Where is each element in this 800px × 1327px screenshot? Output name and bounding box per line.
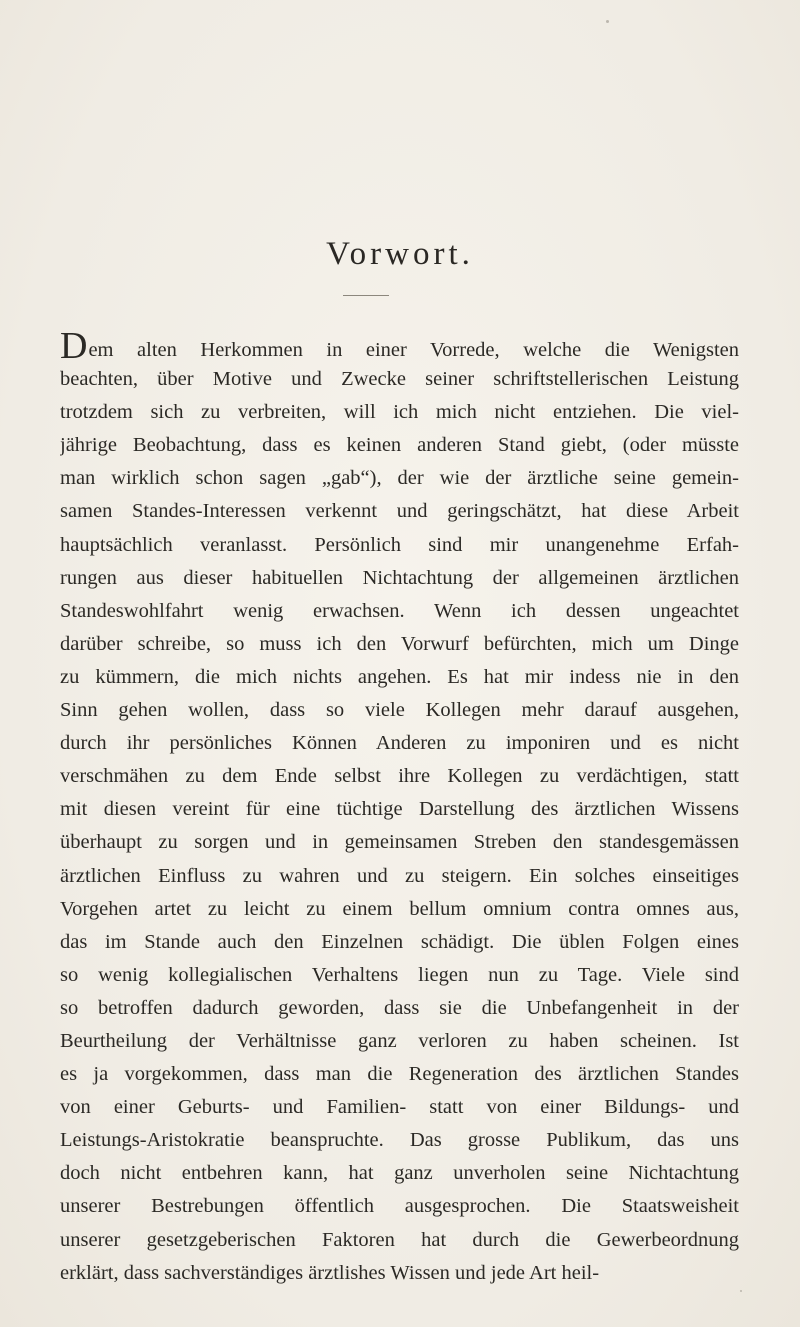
text-line: doch nicht entbehren kann, hat ganz unverholen seine Nichtachtung — [60, 1162, 739, 1185]
text-line: mit diesen vereint für eine tüchtige Darstellung des ärztlichen Wissens — [60, 798, 739, 821]
text-line: durch ihr persönliches Können Anderen zu imponiren und es nicht — [60, 732, 739, 755]
text-line-first: em alten Herkommen in einer Vorrede, welche die Wenigsten — [88, 339, 739, 361]
drop-initial: D — [60, 330, 88, 364]
text-line: so betroffen dadurch geworden, dass sie die Unbefangenheit in der — [60, 996, 739, 1019]
text-line: Sinn gehen wollen, dass so viele Kollegen mehr darauf ausgehen, — [60, 699, 739, 722]
text-line: samen Standes-Interessen verkennt und geringschätzt, hat diese Arbeit — [60, 500, 739, 523]
text-line: man wirklich schon sagen „gab“), der wie der ärztliche seine gemein- — [60, 467, 739, 490]
text-line: verschmähen zu dem Ende selbst ihre Kollegen zu verdächtigen, statt — [60, 765, 739, 788]
text-line: überhaupt zu sorgen und in gemeinsamen Streben den standesgemässen — [60, 831, 739, 854]
text-line: ärztlichen Einfluss zu wahren und zu steigern. Ein solches einseitiges — [60, 864, 739, 887]
text-line: zu kümmern, die mich nichts angehen. Es hat mir indess nie in den — [60, 665, 739, 688]
paper-speck — [606, 20, 609, 23]
text-line: es ja vorgekommen, dass man die Regeneration des ärztlichen Standes — [60, 1063, 739, 1086]
text-line: das im Stande auch den Einzelnen schädigt. Die üblen Folgen eines — [60, 930, 739, 953]
text-line: Beurtheilung der Verhältnisse ganz verloren zu haben scheinen. Ist — [60, 1029, 739, 1052]
text-line: unserer gesetzgeberischen Faktoren hat durch die Gewerbeordnung — [60, 1228, 739, 1251]
title-divider — [343, 295, 389, 296]
text-line: von einer Geburts- und Familien- statt von einer Bildungs- und — [60, 1096, 739, 1119]
text-line: Leistungs-Aristokratie beanspruchte. Das grosse Publikum, das uns — [60, 1129, 739, 1152]
text-line — [60, 330, 739, 363]
text-line: so wenig kollegialischen Verhaltens liegen nun zu Tage. Viele sind — [60, 963, 739, 986]
text-line: beachten, über Motive und Zwecke seiner schriftstellerischen Leistung — [60, 368, 739, 391]
text-line: darüber schreibe, so muss ich den Vorwurf befürchten, mich um Dinge — [60, 632, 739, 655]
text-line: rungen aus dieser habituellen Nichtachtung der allgemeinen ärztlichen — [60, 566, 739, 589]
text-line: erklärt, dass sachverständiges ärztlishes Wissen und jede Art heil- — [60, 1261, 600, 1284]
text-line: hauptsächlich veranlasst. Persönlich sind mir unangenehme Erfah- — [60, 533, 739, 556]
text-line: jährige Beobachtung, dass es keinen anderen Stand giebt, (oder müsste — [60, 434, 739, 457]
body-text — [60, 330, 739, 1290]
text-line: Standeswohlfahrt wenig erwachsen. Wenn ich dessen ungeachtet — [60, 599, 739, 622]
page-title: Vorwort. — [326, 236, 474, 272]
paper-speck — [740, 1290, 742, 1292]
text-line: trotzdem sich zu verbreiten, will ich mich nicht entziehen. Die viel- — [60, 401, 739, 424]
text-line: Vorgehen artet zu leicht zu einem bellum omnium contra omnes aus, — [60, 897, 739, 920]
text-line: unserer Bestrebungen öffentlich ausgesprochen. Die Staatsweisheit — [60, 1195, 739, 1218]
